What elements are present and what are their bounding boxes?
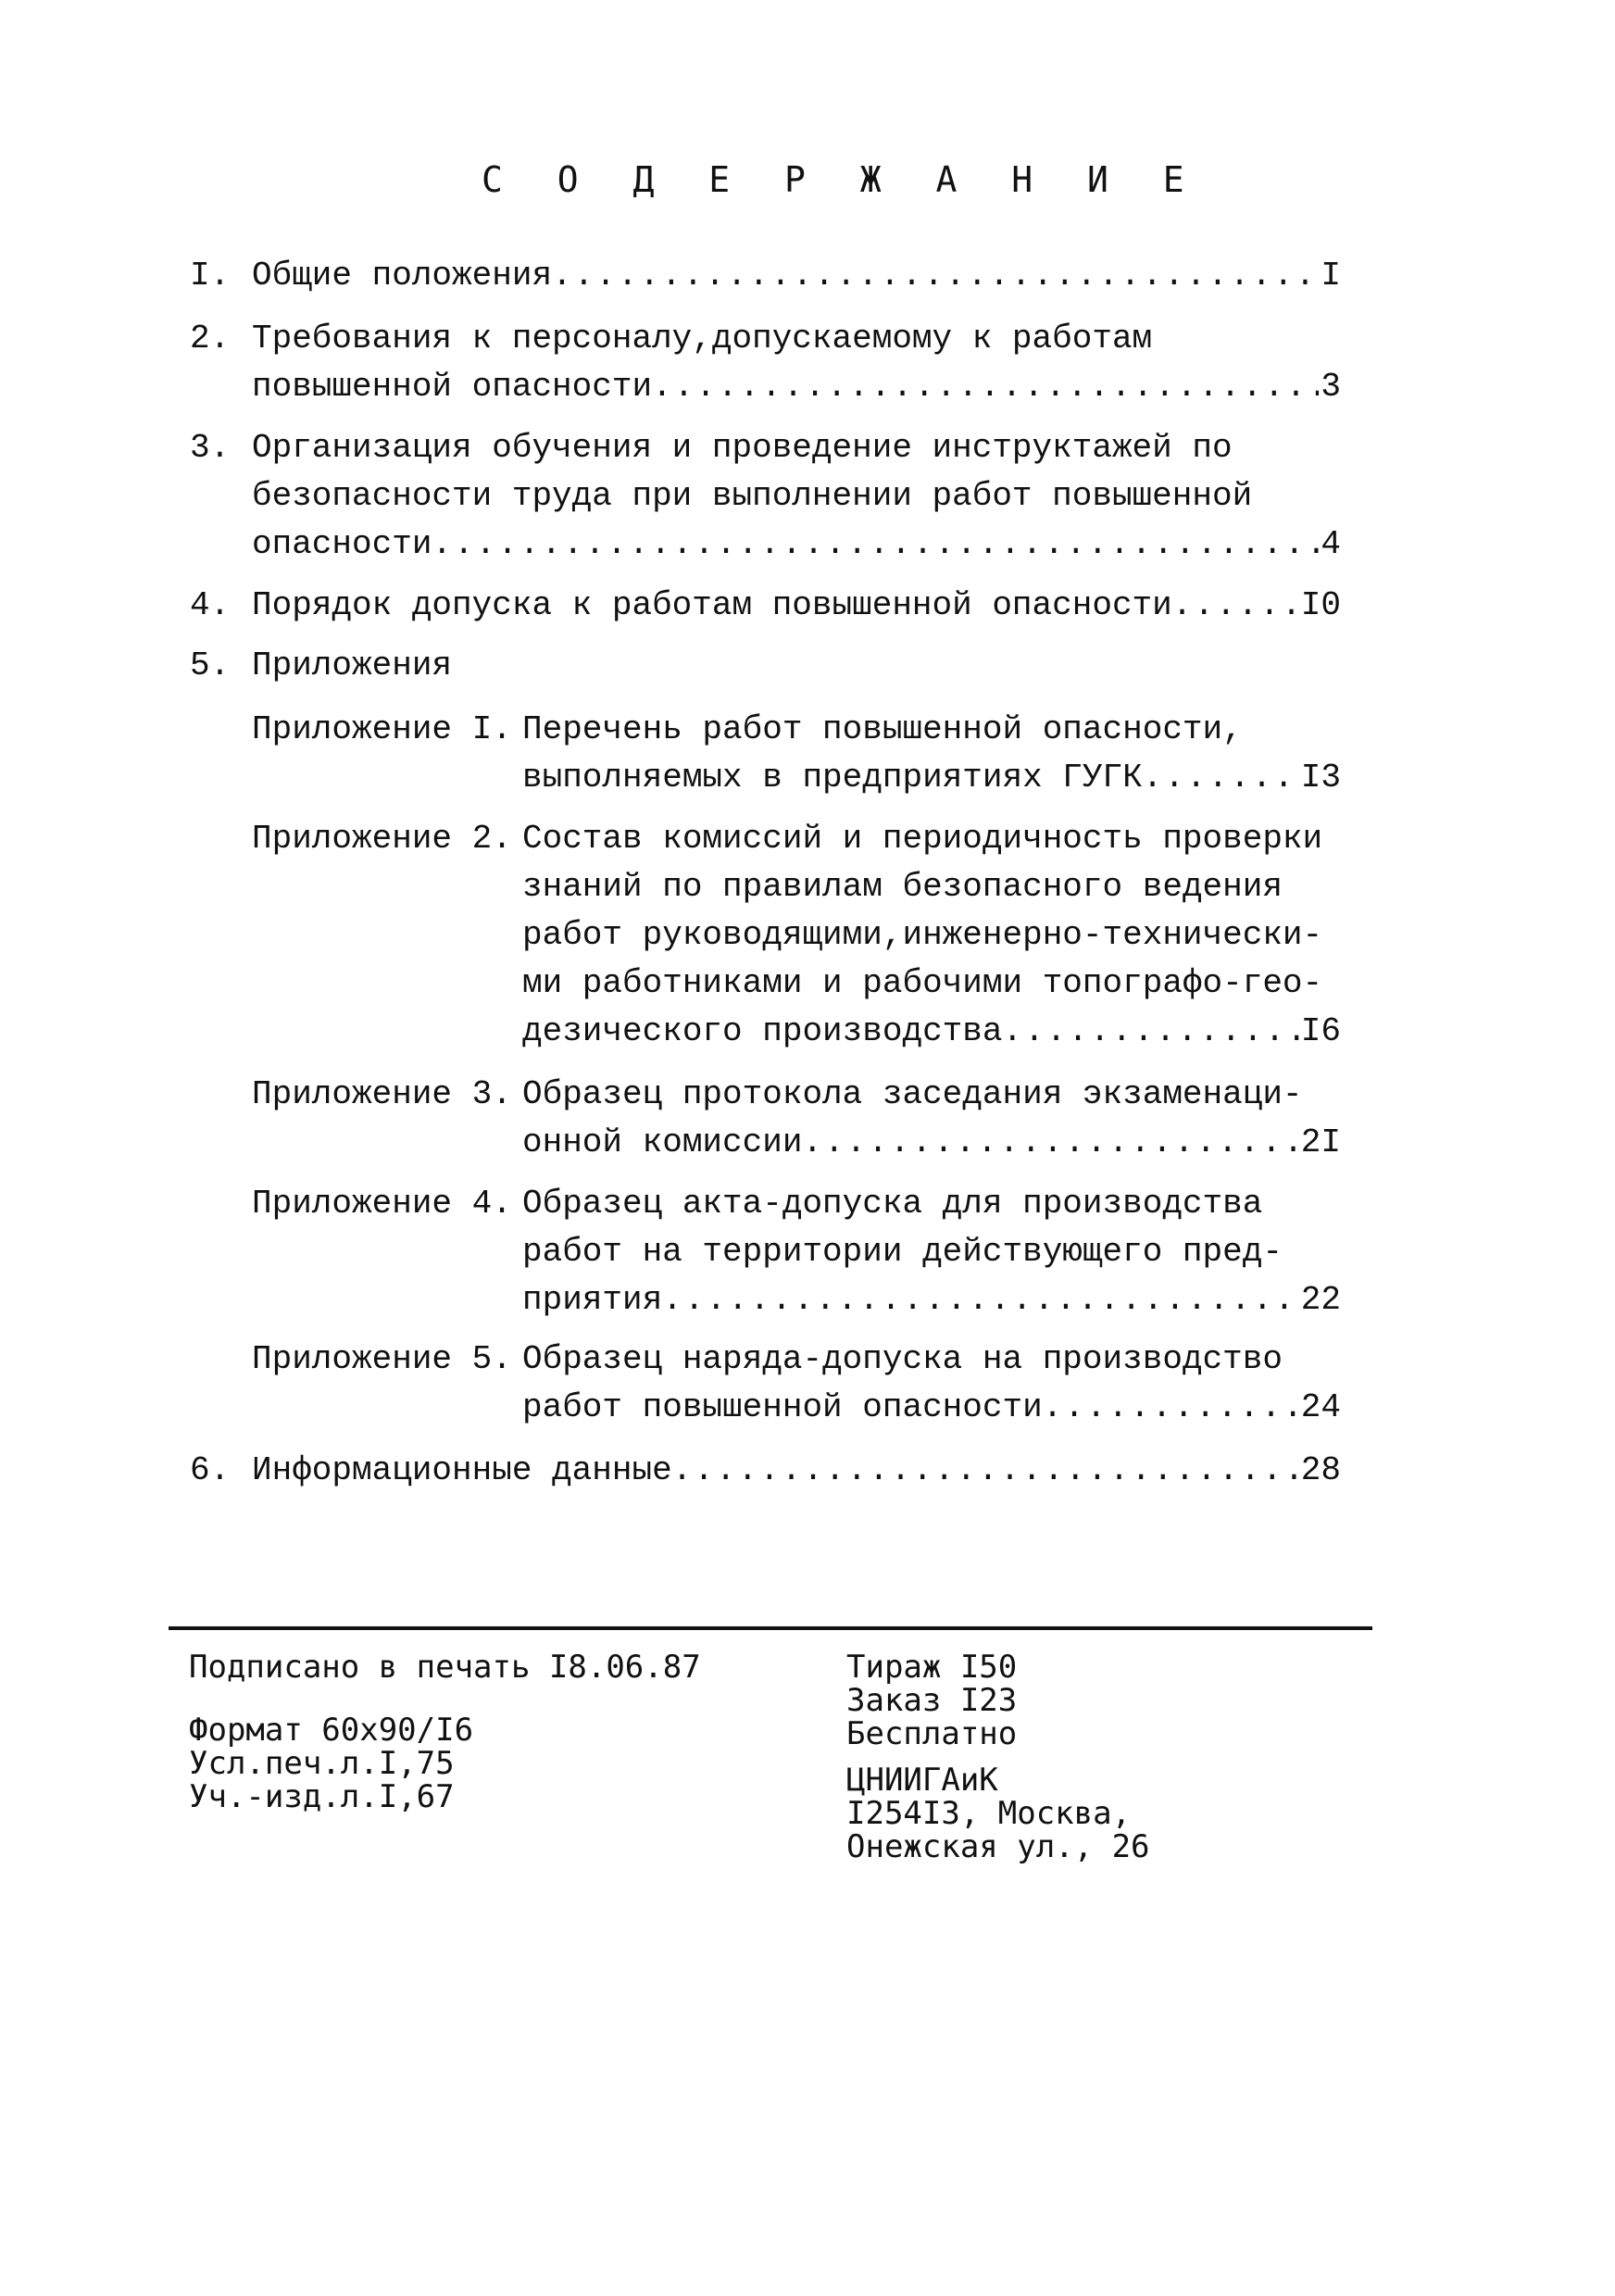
toc-leader-dots (662, 1280, 1299, 1321)
toc-leader-dots (1172, 585, 1299, 626)
toc-section-4-entry (252, 585, 1341, 626)
toc-appendix-2-line3: работ руководящими,инженерно-технически- (522, 916, 1323, 954)
toc-section-3-line2: безопасности труда при выполнении работ повышенной (252, 477, 1253, 515)
imprint-usl: Усл.печ.л.I,75 (189, 1745, 455, 1782)
toc-section-4-title: Порядок допуска к работам повышенной опасности (252, 586, 1172, 624)
toc-section-3-line1: Организация обучения и проведение инструктажей по (252, 429, 1233, 467)
toc-appendix-4-entry (522, 1280, 1341, 1321)
toc-section-2-line1: Требования к персоналу,допускаемому к работам (252, 320, 1153, 358)
toc-section-6-entry (252, 1450, 1341, 1491)
imprint-street: Онежская ул., 26 (846, 1828, 1150, 1865)
toc-leader-dots (432, 524, 1319, 565)
toc-section-5-number: 5. (190, 646, 231, 684)
imprint-signed: Подписано в печать I8.06.87 (189, 1649, 701, 1686)
toc-section-2-number: 2. (190, 320, 231, 358)
toc-section-4-page: I0 (1300, 586, 1341, 624)
toc-section-5-title: Приложения (252, 646, 453, 684)
imprint-format: Формат 60х90/I6 (189, 1712, 474, 1749)
toc-appendix-2-page: I6 (1300, 1012, 1341, 1050)
toc-title: С О Д Е Р Ж А Н И Е (482, 159, 1201, 200)
toc-appendix-5-line1: Образец наряда-допуска на производство (522, 1340, 1283, 1378)
toc-appendix-1-page: I3 (1300, 759, 1341, 797)
toc-appendix-3-title: онной комиссии (522, 1123, 803, 1161)
toc-section-3-page: 4 (1321, 525, 1341, 563)
toc-leader-dots (802, 1123, 1298, 1163)
toc-appendix-4-line2: работ на территории действующего пред- (522, 1233, 1283, 1271)
toc-section-6-title: Информационные данные (252, 1451, 672, 1489)
toc-section-3-entry (252, 524, 1341, 565)
toc-section-1-entry (252, 256, 1341, 296)
toc-appendix-2-line4: ми работниками и рабочими топографо-гео- (522, 964, 1323, 1002)
toc-leader-dots (552, 256, 1319, 296)
toc-section-3-number: 3. (190, 429, 231, 467)
toc-leader-dots (1002, 1011, 1298, 1052)
toc-section-2-page: 3 (1321, 368, 1341, 406)
toc-leader-dots (672, 1450, 1299, 1491)
imprint-tirazh: Тираж I50 (846, 1649, 1018, 1686)
toc-appendix-5-label: Приложение 5. (252, 1340, 512, 1378)
toc-appendix-5-entry (522, 1387, 1341, 1428)
imprint-zakaz: Заказ I23 (846, 1682, 1018, 1719)
toc-leader-dots (1143, 758, 1299, 798)
toc-appendix-3-line1: Образец протокола заседания экзаменаци- (522, 1075, 1303, 1113)
toc-appendix-1-title: выполняемых в предприятиях ГУГК (522, 759, 1143, 797)
toc-appendix-3-label: Приложение 3. (252, 1075, 512, 1113)
imprint-price: Бесплатно (846, 1715, 1018, 1752)
toc-leader-dots (1043, 1387, 1299, 1428)
imprint-divider (169, 1626, 1372, 1630)
toc-section-3-title: опасности (252, 525, 432, 563)
toc-appendix-1-line1: Перечень работ повышенной опасности, (522, 710, 1243, 748)
imprint-city: I254I3, Москва, (846, 1795, 1132, 1832)
toc-section-1-title: Общие положения (252, 257, 553, 295)
toc-appendix-2-entry (522, 1011, 1341, 1052)
toc-section-1-number: I. (190, 257, 231, 295)
toc-appendix-2-line1: Состав комиссий и периодичность проверки (522, 820, 1323, 858)
toc-appendix-4-label: Приложение 4. (252, 1185, 512, 1223)
toc-appendix-4-line1: Образец акта-допуска для производства (522, 1185, 1263, 1223)
toc-leader-dots (652, 367, 1319, 408)
toc-section-1-page: I (1321, 257, 1341, 295)
toc-appendix-4-title: приятия (522, 1281, 663, 1319)
toc-appendix-1-entry (522, 758, 1341, 798)
toc-appendix-3-page: 2I (1300, 1123, 1341, 1161)
toc-section-6-page: 28 (1300, 1451, 1341, 1489)
toc-appendix-2-line2: знаний по правилам безопасного ведения (522, 868, 1283, 906)
toc-appendix-2-title: дезического производства (522, 1012, 1003, 1050)
toc-section-6-number: 6. (190, 1451, 231, 1489)
toc-appendix-1-label: Приложение I. (252, 710, 512, 748)
toc-appendix-3-entry (522, 1123, 1341, 1163)
toc-section-2-entry (252, 367, 1341, 408)
imprint-uch: Уч.-изд.л.I,67 (189, 1778, 455, 1815)
toc-appendix-2-label: Приложение 2. (252, 820, 512, 858)
toc-section-2-title: повышенной опасности (252, 368, 653, 406)
toc-appendix-5-title: работ повышенной опасности (522, 1388, 1043, 1426)
imprint-org: ЦНИИГАиК (846, 1762, 998, 1799)
toc-appendix-5-page: 24 (1300, 1388, 1341, 1426)
toc-appendix-4-page: 22 (1300, 1281, 1341, 1319)
toc-section-4-number: 4. (190, 586, 231, 624)
